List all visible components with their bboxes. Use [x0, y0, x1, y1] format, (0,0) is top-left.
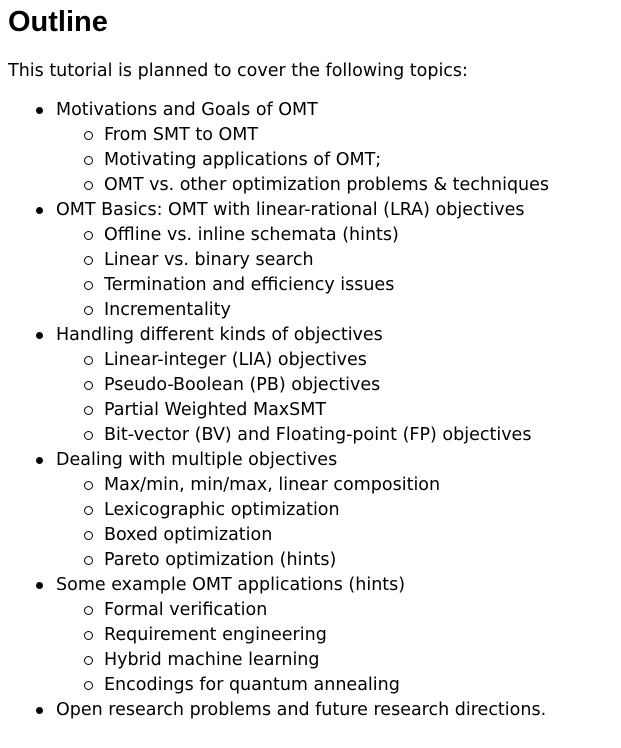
subtopic-label: Boxed optimization [104, 525, 273, 545]
subtopic-list [56, 598, 621, 698]
bullet-circle-icon [84, 181, 93, 190]
bullet-circle-icon [84, 631, 93, 640]
bullet-disc-icon [36, 457, 43, 464]
subtopic-label: Incrementality [104, 300, 231, 320]
subtopic-list [56, 348, 621, 448]
subtopic-label: Max/min, min/max, linear composition [104, 475, 441, 495]
subtopic-label: Linear vs. binary search [104, 250, 314, 270]
bullet-circle-icon [84, 356, 93, 365]
topic-label: Some example OMT applications (hints) [56, 575, 406, 595]
subtopic-item [104, 423, 621, 448]
subtopic-list [56, 123, 621, 198]
subtopic-item [104, 348, 621, 373]
topic-item [56, 573, 621, 698]
bullet-circle-icon [84, 656, 93, 665]
subtopic-item [104, 223, 621, 248]
subtopic-item [104, 548, 621, 573]
subtopic-label: Pseudo-Boolean (PB) objectives [104, 375, 381, 395]
topic-item [56, 323, 621, 448]
subtopic-item [104, 598, 621, 623]
bullet-circle-icon [84, 681, 93, 690]
subtopic-item [104, 673, 621, 698]
subtopic-item [104, 498, 621, 523]
topic-label: Motivations and Goals of OMT [56, 100, 318, 120]
subtopic-item [104, 398, 621, 423]
intro-text: This tutorial is planned to cover the following topics: [8, 61, 468, 81]
bullet-circle-icon [84, 431, 93, 440]
topic-item [56, 448, 621, 573]
bullet-circle-icon [84, 156, 93, 165]
subtopic-label: Bit-vector (BV) and Floating-point (FP) objectives [104, 425, 532, 445]
subtopic-item [104, 173, 621, 198]
subtopic-item [104, 148, 621, 173]
subtopic-label: Motivating applications of OMT; [104, 150, 382, 170]
bullet-circle-icon [84, 306, 93, 315]
subtopic-label: Linear-integer (LIA) objectives [104, 350, 367, 370]
bullet-circle-icon [84, 281, 93, 290]
topic-label: Handling different kinds of objectives [56, 325, 383, 345]
subtopic-label: From SMT to OMT [104, 125, 259, 145]
subtopic-label: Partial Weighted MaxSMT [104, 400, 327, 420]
subtopic-item [104, 248, 621, 273]
topic-label: Open research problems and future research directions. [56, 700, 547, 720]
bullet-circle-icon [84, 531, 93, 540]
subtopic-label: Offline vs. inline schemata (hints) [104, 225, 399, 245]
topic-label: Dealing with multiple objectives [56, 450, 338, 470]
topic-list [8, 98, 621, 723]
subtopic-item [104, 648, 621, 673]
subtopic-list [56, 223, 621, 323]
bullet-disc-icon [36, 582, 43, 589]
subtopic-item [104, 523, 621, 548]
bullet-circle-icon [84, 606, 93, 615]
bullet-circle-icon [84, 406, 93, 415]
subtopic-item [104, 123, 621, 148]
topic-item [56, 198, 621, 323]
bullet-circle-icon [84, 256, 93, 265]
bullet-disc-icon [36, 207, 43, 214]
subtopic-item [104, 473, 621, 498]
bullet-circle-icon [84, 381, 93, 390]
subtopic-label: Lexicographic optimization [104, 500, 340, 520]
bullet-circle-icon [84, 506, 93, 515]
bullet-disc-icon [36, 332, 43, 339]
page-title: Outline [8, 6, 108, 38]
bullet-circle-icon [84, 481, 93, 490]
subtopic-label: OMT vs. other optimization problems & techniques [104, 175, 550, 195]
subtopic-label: Formal verification [104, 600, 268, 620]
bullet-circle-icon [84, 556, 93, 565]
topic-item [56, 698, 621, 723]
subtopic-label: Requirement engineering [104, 625, 327, 645]
subtopic-label: Termination and efficiency issues [104, 275, 395, 295]
subtopic-label: Hybrid machine learning [104, 650, 320, 670]
subtopic-item [104, 623, 621, 648]
subtopic-list [56, 473, 621, 573]
bullet-circle-icon [84, 231, 93, 240]
topic-item [56, 98, 621, 198]
topic-label: OMT Basics: OMT with linear-rational (LRA) objectives [56, 200, 525, 220]
subtopic-item [104, 373, 621, 398]
subtopic-label: Encodings for quantum annealing [104, 675, 400, 695]
subtopic-item [104, 298, 621, 323]
bullet-circle-icon [84, 131, 93, 140]
subtopic-item [104, 273, 621, 298]
subtopic-label: Pareto optimization (hints) [104, 550, 337, 570]
bullet-disc-icon [36, 707, 43, 714]
bullet-disc-icon [36, 107, 43, 114]
